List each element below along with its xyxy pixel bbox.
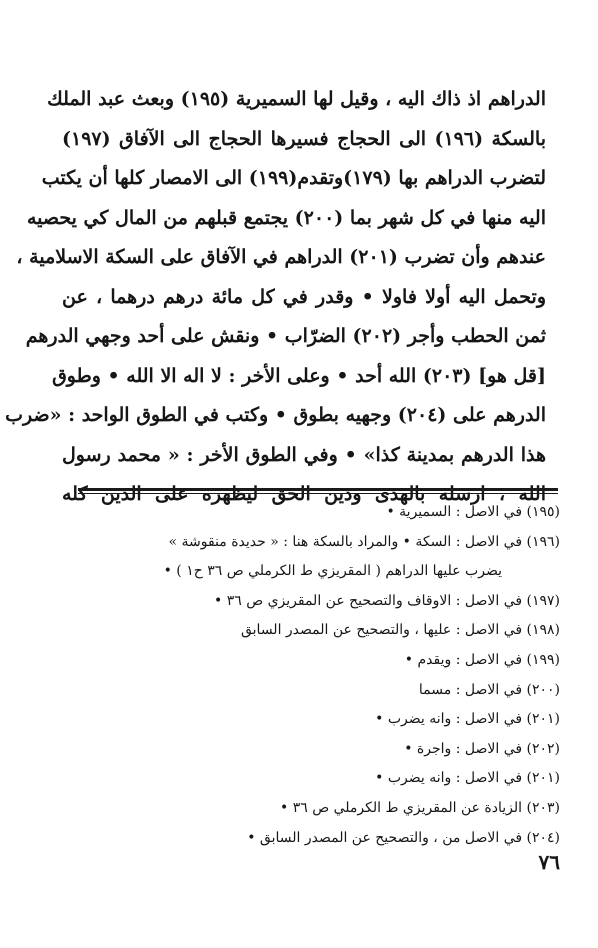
footnote-line: (٢٠٣) الزيادة عن المقريزي ط الكرملي ص ٣٦ • [280,799,560,816]
main-text-line: لتضرب الدراهم بها (١٧٩)وتقدم(١٩٩) الى الامصار كلها أن يكتب [41,167,546,189]
footnote-divider [78,488,558,491]
main-text-line: ثمن الحطب وأجر (٢٠٢) الضرّاب • ونقش على أحد وجهي الدرهم [25,325,546,347]
footnotes-block [40,498,560,853]
footnote-line: (١٩٦) في الاصل : السكة • والمراد بالسكة هنا : « حديدة منقوشة » [168,533,560,550]
main-text-line: اليه منها في كل شهر بما (٢٠٠) يجتمع قبلهم من المال كي يحصيه [26,206,546,229]
main-text-block [5,80,546,515]
footnote-line: (١٩٧) في الاصل : الاوقاف والتصحيح عن المقريزي ص ٣٦ • [213,592,560,609]
main-text-line: وتحمل اليه أولا فاولا • وقدر في كل مائة درهم درهما ، عن [62,285,546,308]
footnote-line: (١٩٨) في الاصل : عليها ، والتصحيح عن المصدر السابق [240,622,560,639]
main-text-line: الدراهم اذ ذاك اليه ، وقيل لها السميرية (١٩٥) وبعث عبد الملك [47,88,546,110]
footnote-line: (١٩٥) في الاصل : السميرية • [386,504,560,520]
footnote-continuation-line: يضرب عليها الدراهم ( المقريزي ط الكرملي ص ٣٦ ح١ ) • [163,563,502,580]
footnote-line: (١٩٩) في الاصل : ويقدم • [404,651,560,668]
page-number: ٧٦ [538,850,560,874]
footnote-line: (٢٠٤) في الاصل من ، والتصحيح عن المصدر السابق • [247,829,560,846]
footnote-line: (٢٠٠) في الاصل : مسما [418,681,560,698]
main-text-line: عندهم وأن تضرب (٢٠١) الدراهم في الآفاق على السكة الاسلامية ، [16,246,546,268]
footnote-line: (٢٠١) في الاصل : وانه يضرب • [375,770,560,787]
footnote-line: (٢٠٢) في الاصل : واجرة • [404,740,560,757]
main-text-line: بالسكة (١٩٦) الى الحجاج فسيرها الحجاج الى الآفاق (١٩٧) [62,127,546,150]
footnote-line: (٢٠١) في الاصل : وانه يضرب • [375,711,560,728]
main-text-line: الدرهم على (٢٠٤) وجهيه بطوق • وكتب في الطوق الواحد : «ضرب [5,404,546,426]
main-text-line: [قل هو] (٢٠٣) الله أحد • وعلى الأخر : لا اله الا الله • وطوق [52,364,546,387]
main-text-line: الله ، ارسله بالهدى ودين الحق ليظهره على الدين كله [62,483,546,505]
main-text-line: هذا الدرهم بمدينة كذا» • وفي الطوق الأخر : « محمد رسول [62,443,546,466]
footnote-divider-thin [78,493,558,494]
